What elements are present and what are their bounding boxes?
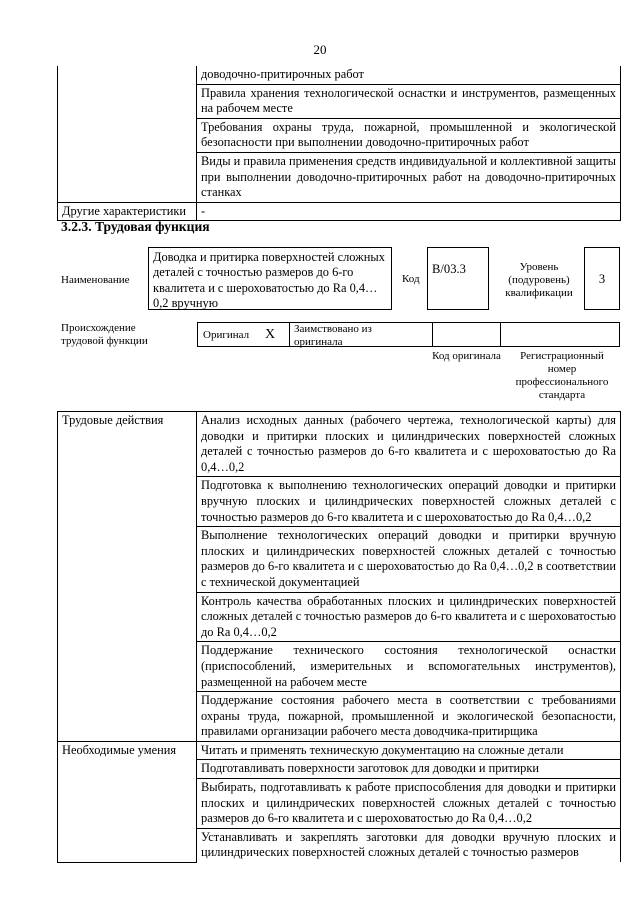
code-label: Код — [402, 273, 420, 285]
labor-action-item: Поддержание технического состояния технологической оснастки (приспособлений, измерительных и вспомогательных инструментов), размещенной на рабочем месте — [197, 642, 621, 692]
original-label: Оригинал — [203, 329, 250, 341]
other-characteristics-label: Другие характеристики — [58, 202, 197, 221]
name-label: Наименование — [61, 274, 130, 286]
code-box — [427, 247, 489, 310]
borrowed-label: Заимствовано из оригинала — [294, 323, 372, 348]
labor-action-item: Выполнение технологических операций доводки и притирки вручную плоских и цилиндрических поверхностей сложных деталей с точностью размеров до 6-го квалитета и с шероховатостью до Ra 0,4…0,2 в соответствии с технической документацией — [197, 527, 621, 592]
origin-code-box — [432, 322, 501, 347]
knowledge-label-cell — [58, 66, 197, 202]
labor-action-item: Подготовка к выполнению технологических операций доводки и притирки вручную плоских и цилиндрических поверхностей сложных деталей с точностью размеров до 6-го квалитета и с шероховатостью до Ra 0,4…0,2 — [197, 477, 621, 527]
characteristics-table — [57, 66, 621, 221]
page-number: 20 — [313, 42, 327, 57]
skill-item: Подготавливать поверхности заготовок для доводки и притирки — [197, 760, 621, 779]
function-name: Доводка и притирка поверхностей сложных деталей с точностью размеров до 6-го квалитета и с шероховатостью до Ra 0,4…0,2 вручную — [153, 250, 385, 310]
skill-item: Выбирать, подготавливать к работе приспособления для доводки и притирки плоских и цилиндрических поверхностей сложных деталей с точностью размеров до 6-го квалитета и с шероховатостью до Ra 0,4…0,2 — [197, 779, 621, 829]
origin-code-caption: Код оригинала — [432, 350, 501, 362]
other-characteristics-value: - — [197, 202, 621, 221]
labor-actions-label: Трудовые действия — [58, 412, 197, 742]
knowledge-item: Правила хранения технологической оснастки и инструментов, размещенных на рабочем месте — [197, 84, 621, 118]
original-mark: X — [265, 327, 276, 342]
labor-action-item: Анализ исходных данных (рабочего чертежа, технологической карты) для доводки и притирки плоских и цилиндрических поверхностей сложных деталей с точностью размеров до 6-го квалитета и с шероховатостью до Ra 0,4…0,2 — [197, 412, 621, 477]
labor-action-item: Контроль качества обработанных плоских и цилиндрических поверхностей сложных деталей с точностью размеров до 6-го квалитета и с шероховатостью до Ra 0,4…0,2 — [197, 592, 621, 642]
level-label: Уровень (подуровень) квалификации — [505, 261, 573, 299]
knowledge-item: Требования охраны труда, пожарной, промышленной и экологической безопасности при выполнении доводочно-притирочных работ — [197, 118, 621, 152]
reg-number-caption: Регистрационный номер профессионального стандарта — [515, 350, 609, 401]
borrowed-box — [289, 322, 433, 347]
labor-action-item: Поддержание состояния рабочего места в соответствии с требованиями охраны труда, пожарной, промышленной и экологической безопасности, правилами организации рабочего места доводчика-притирщика — [197, 692, 621, 742]
origin-label: Происхождение трудовой функции — [61, 322, 148, 347]
knowledge-item: Виды и правила применения средств индивидуальной и коллективной защиты при выполнении доводочно-притирочных работ на доводочно-притирочных станках — [197, 152, 621, 202]
level-value: 3 — [598, 272, 606, 286]
reg-number-box — [500, 322, 620, 347]
knowledge-item: доводочно-притирочных работ — [197, 66, 621, 84]
original-box — [197, 322, 290, 347]
skill-item: Читать и применять техническую документацию на сложные детали — [197, 741, 621, 760]
code-value: B/03.3 — [432, 262, 466, 276]
level-box — [584, 247, 620, 310]
skill-item: Устанавливать и закреплять заготовки для доводки вручную плоских и цилиндрических поверхностей сложных деталей с точностью размеров — [197, 828, 621, 862]
section-title: 3.2.3. Трудовая функция — [61, 219, 210, 234]
skills-label: Необходимые умения — [58, 741, 197, 862]
function-name-box — [148, 247, 392, 310]
labor-function-table — [57, 411, 621, 863]
